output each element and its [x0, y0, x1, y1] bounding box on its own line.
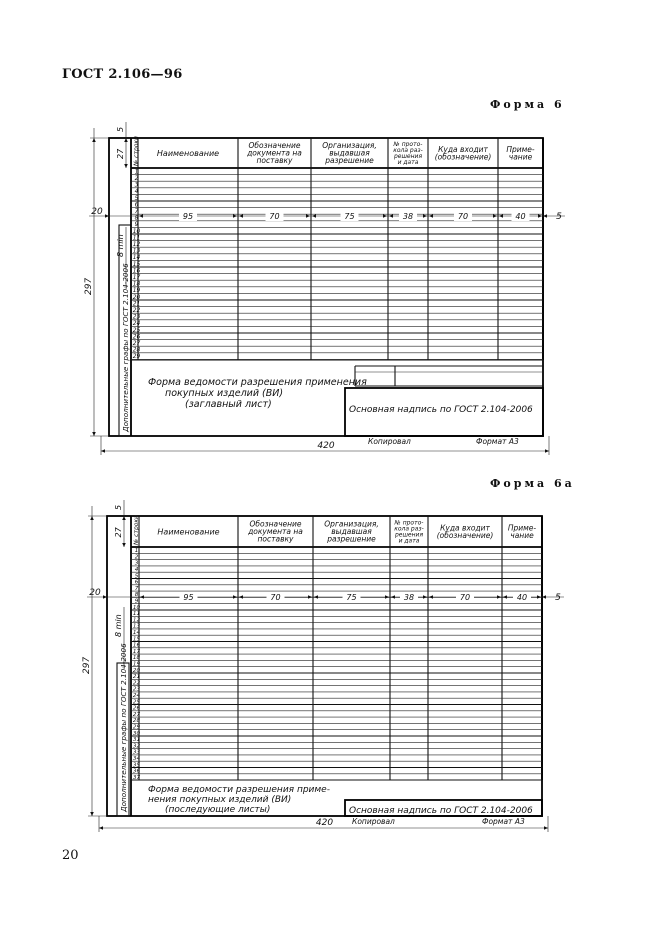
row-number: 29 — [132, 724, 141, 731]
row-number: 12 — [132, 241, 141, 248]
row-number: 1 — [134, 168, 139, 176]
right-margin-dimension: 5 — [556, 212, 562, 222]
row-number: 37 — [132, 774, 141, 781]
column-width-dimension: 70 — [459, 593, 471, 602]
row-number: 24 — [132, 693, 141, 699]
dimension-arrow — [122, 543, 126, 547]
column-width-dimension: 38 — [402, 212, 414, 221]
row-number: 35 — [132, 762, 141, 769]
dimension-arrow — [90, 516, 94, 520]
header-height-dimension: 27 — [116, 148, 125, 159]
dimension-arrow — [308, 595, 312, 599]
dimension-arrow — [124, 164, 128, 168]
row-number: 22 — [132, 680, 141, 687]
dimension-arrow — [140, 595, 144, 599]
row-number: 11 — [132, 611, 141, 618]
left-margin-dimension: 20 — [91, 207, 103, 217]
column-header: разрешение — [327, 534, 376, 544]
dimension-arrow — [90, 812, 94, 816]
title-block-text: Основная надпись по ГОСТ 2.104-2006 — [349, 405, 533, 415]
row-number: 19 — [132, 661, 141, 668]
dimension-arrow — [429, 214, 433, 218]
dimension-arrow — [312, 214, 316, 218]
row-number: 31 — [132, 737, 141, 744]
dimension-arrow — [92, 432, 96, 436]
dimension-arrow — [389, 214, 393, 218]
dimension-arrow — [385, 595, 389, 599]
top-margin-dimension: 5 — [116, 126, 125, 132]
column-header: решения — [394, 531, 424, 539]
column-header: чание — [510, 530, 534, 540]
row-number: 14 — [132, 254, 141, 262]
row-number: 22 — [132, 307, 141, 314]
column-width-dimension: 70 — [270, 593, 281, 602]
dimension-arrow — [497, 595, 501, 599]
row-number: 16 — [132, 267, 141, 275]
row-number: 6 — [134, 579, 139, 586]
dimension-arrow — [503, 595, 507, 599]
row-number: 25 — [132, 326, 141, 334]
row-number: 10 — [132, 604, 141, 611]
column-header: Обозначение — [248, 141, 301, 151]
row-number: 20 — [132, 667, 141, 674]
column-header: Организация, — [324, 519, 379, 529]
column-header: Приме- — [506, 144, 535, 154]
format-label: Формат А3 — [482, 817, 525, 826]
form-6-label: Форма 6 — [490, 98, 565, 111]
row-number: 11 — [132, 234, 141, 242]
row-number: 28 — [132, 718, 141, 725]
row-number: 18 — [132, 655, 141, 662]
row-number: 13 — [132, 623, 141, 630]
column-header: (обозначение) — [436, 530, 494, 540]
column-width-dimension: 40 — [515, 212, 526, 221]
row-number: 4 — [134, 188, 139, 196]
form-caption: (последующие листы) — [165, 805, 271, 815]
column-width-dimension: 75 — [344, 212, 355, 221]
dimension-arrow — [499, 214, 503, 218]
form-caption: Форма ведомости разрешения применения — [148, 377, 367, 388]
row-number: 15 — [132, 636, 141, 643]
form-caption: Форма ведомости разрешения приме- — [148, 785, 330, 795]
row-number: 21 — [132, 674, 141, 681]
row-number: 14 — [132, 630, 141, 636]
dimension-arrow — [233, 214, 237, 218]
row-number: 9 — [134, 598, 139, 605]
left-margin-dimension: 20 — [89, 588, 101, 598]
column-header: кола раз- — [393, 147, 423, 155]
row-number: 34 — [132, 756, 141, 762]
dimension-arrow — [101, 449, 105, 453]
dimension-arrow — [545, 449, 549, 453]
column-header: выдавшая — [331, 527, 372, 537]
row-number: 21 — [132, 300, 141, 308]
column-header: поставку — [257, 534, 294, 544]
form-6-drawing — [0, 110, 661, 470]
column-header: Обозначение — [249, 519, 302, 529]
side-label: Дополнительные графы по ГОСТ 2.104-2006 — [119, 643, 128, 812]
row-number: 29 — [132, 353, 141, 361]
row-number: 8 — [134, 592, 139, 599]
row-number: 27 — [132, 711, 141, 718]
column-header: выдавшая — [329, 148, 370, 158]
dimension-arrow — [383, 214, 387, 218]
column-width-dimension: 70 — [269, 212, 280, 221]
form-6a-drawing — [0, 492, 661, 842]
column-header: Организация, — [322, 141, 377, 151]
row-number: 2 — [134, 175, 139, 182]
row-number: 3 — [134, 181, 139, 189]
row-number: 26 — [132, 705, 141, 712]
row-number: 7 — [134, 585, 139, 592]
row-number: 13 — [132, 247, 141, 255]
row-number: 25 — [132, 699, 141, 706]
row-number: 5 — [134, 194, 139, 202]
dimension-arrow — [391, 595, 395, 599]
row-number: 6 — [134, 201, 139, 209]
dimension-arrow — [314, 595, 318, 599]
dimension-arrow — [239, 214, 243, 218]
width-dimension: 420 — [317, 441, 335, 451]
title-block-text: Основная надпись по ГОСТ 2.104-2006 — [349, 806, 533, 816]
dimension-arrow — [99, 826, 103, 830]
sheet-frame — [107, 516, 542, 816]
row-number-header: № строки — [133, 515, 140, 545]
row-number: 28 — [132, 346, 141, 354]
width-dimension: 420 — [315, 818, 334, 828]
row-number: 26 — [132, 333, 141, 341]
column-width-dimension: 70 — [457, 212, 469, 221]
side-label: Дополнительные графы по ГОСТ 2.104-2006 — [121, 263, 130, 432]
column-header: и дата — [398, 537, 420, 545]
row-number: 9 — [134, 221, 139, 229]
dimension-arrow — [92, 138, 96, 142]
dimension-arrow — [239, 595, 243, 599]
page-number: 20 — [62, 848, 79, 863]
dimension-arrow — [544, 826, 548, 830]
row-number: 8 — [134, 214, 139, 222]
column-header: Наименование — [156, 148, 220, 158]
column-header: и дата — [397, 159, 419, 167]
column-header: Приме- — [507, 523, 537, 533]
form-caption: покупных изделий (ВИ) — [165, 388, 284, 399]
row-number: 17 — [132, 648, 141, 655]
row-number: 15 — [132, 260, 141, 268]
row-number: 3 — [134, 560, 139, 567]
row-number-header: № строки — [133, 136, 140, 166]
dimension-arrow — [493, 214, 497, 218]
column-width-dimension: 75 — [346, 593, 357, 602]
form-caption: нения покупных изделий (ВИ) — [148, 795, 292, 805]
row-number: 32 — [132, 743, 141, 750]
top-margin-dimension: 5 — [114, 504, 123, 510]
dimension-arrow — [538, 214, 542, 218]
column-header: № прото- — [394, 519, 424, 527]
row-number: 23 — [132, 313, 141, 321]
column-header: Куда входит — [438, 144, 488, 154]
right-margin-dimension: 5 — [555, 593, 561, 603]
document-header: ГОСТ 2.106—96 — [62, 67, 183, 82]
row-number: 5 — [134, 573, 139, 580]
row-number: 24 — [132, 320, 141, 328]
row-number: 23 — [132, 686, 141, 693]
column-width-dimension: 38 — [403, 593, 415, 602]
form-6a-label: Форма 6а — [490, 477, 575, 490]
column-width-dimension: 95 — [182, 212, 194, 221]
row-height-dimension: 8 min — [116, 234, 125, 257]
row-number: 16 — [132, 642, 141, 649]
dimension-arrow — [423, 595, 427, 599]
row-number: 36 — [132, 768, 141, 775]
column-header: разрешение — [325, 156, 374, 166]
column-width-dimension: 40 — [516, 593, 528, 602]
row-number: 20 — [132, 293, 141, 301]
copied-label: Копировал — [368, 437, 411, 446]
dimension-arrow — [139, 214, 143, 218]
dimension-arrow — [429, 595, 433, 599]
row-number: 17 — [132, 274, 141, 281]
row-number: 7 — [134, 208, 139, 215]
row-number: 12 — [132, 617, 141, 624]
column-header: поставку — [256, 156, 293, 166]
copied-label: Копировал — [352, 817, 395, 826]
column-width-dimension: 95 — [183, 593, 194, 602]
row-number: 27 — [132, 340, 141, 347]
form-caption: (заглавный лист) — [185, 399, 272, 410]
dimension-arrow — [233, 595, 237, 599]
row-number: 1 — [134, 548, 139, 555]
column-header: Наименование — [157, 527, 220, 537]
row-height-dimension: 8 min — [114, 614, 123, 637]
dimension-arrow — [306, 214, 310, 218]
row-number: 33 — [132, 749, 141, 756]
format-label: Формат А3 — [476, 437, 519, 446]
row-number: 2 — [134, 554, 139, 561]
column-header: решения — [393, 153, 423, 161]
dimension-arrow — [423, 214, 427, 218]
height-dimension: 297 — [82, 656, 92, 674]
row-number: 4 — [134, 567, 139, 573]
column-header: документа на — [248, 527, 303, 537]
header-height-dimension: 27 — [114, 527, 123, 538]
row-number: 10 — [132, 227, 141, 235]
column-header: чание — [508, 152, 533, 162]
column-header: документа на — [247, 148, 302, 158]
column-header: Куда входит — [440, 523, 490, 533]
row-number: 18 — [132, 280, 141, 288]
column-header: (обозначение) — [434, 152, 492, 162]
height-dimension: 297 — [84, 277, 94, 295]
row-number: 30 — [132, 730, 141, 737]
row-number: 19 — [132, 287, 141, 295]
dimension-arrow — [537, 595, 541, 599]
column-header: № прото- — [393, 141, 423, 149]
column-header: кола раз- — [394, 525, 424, 533]
